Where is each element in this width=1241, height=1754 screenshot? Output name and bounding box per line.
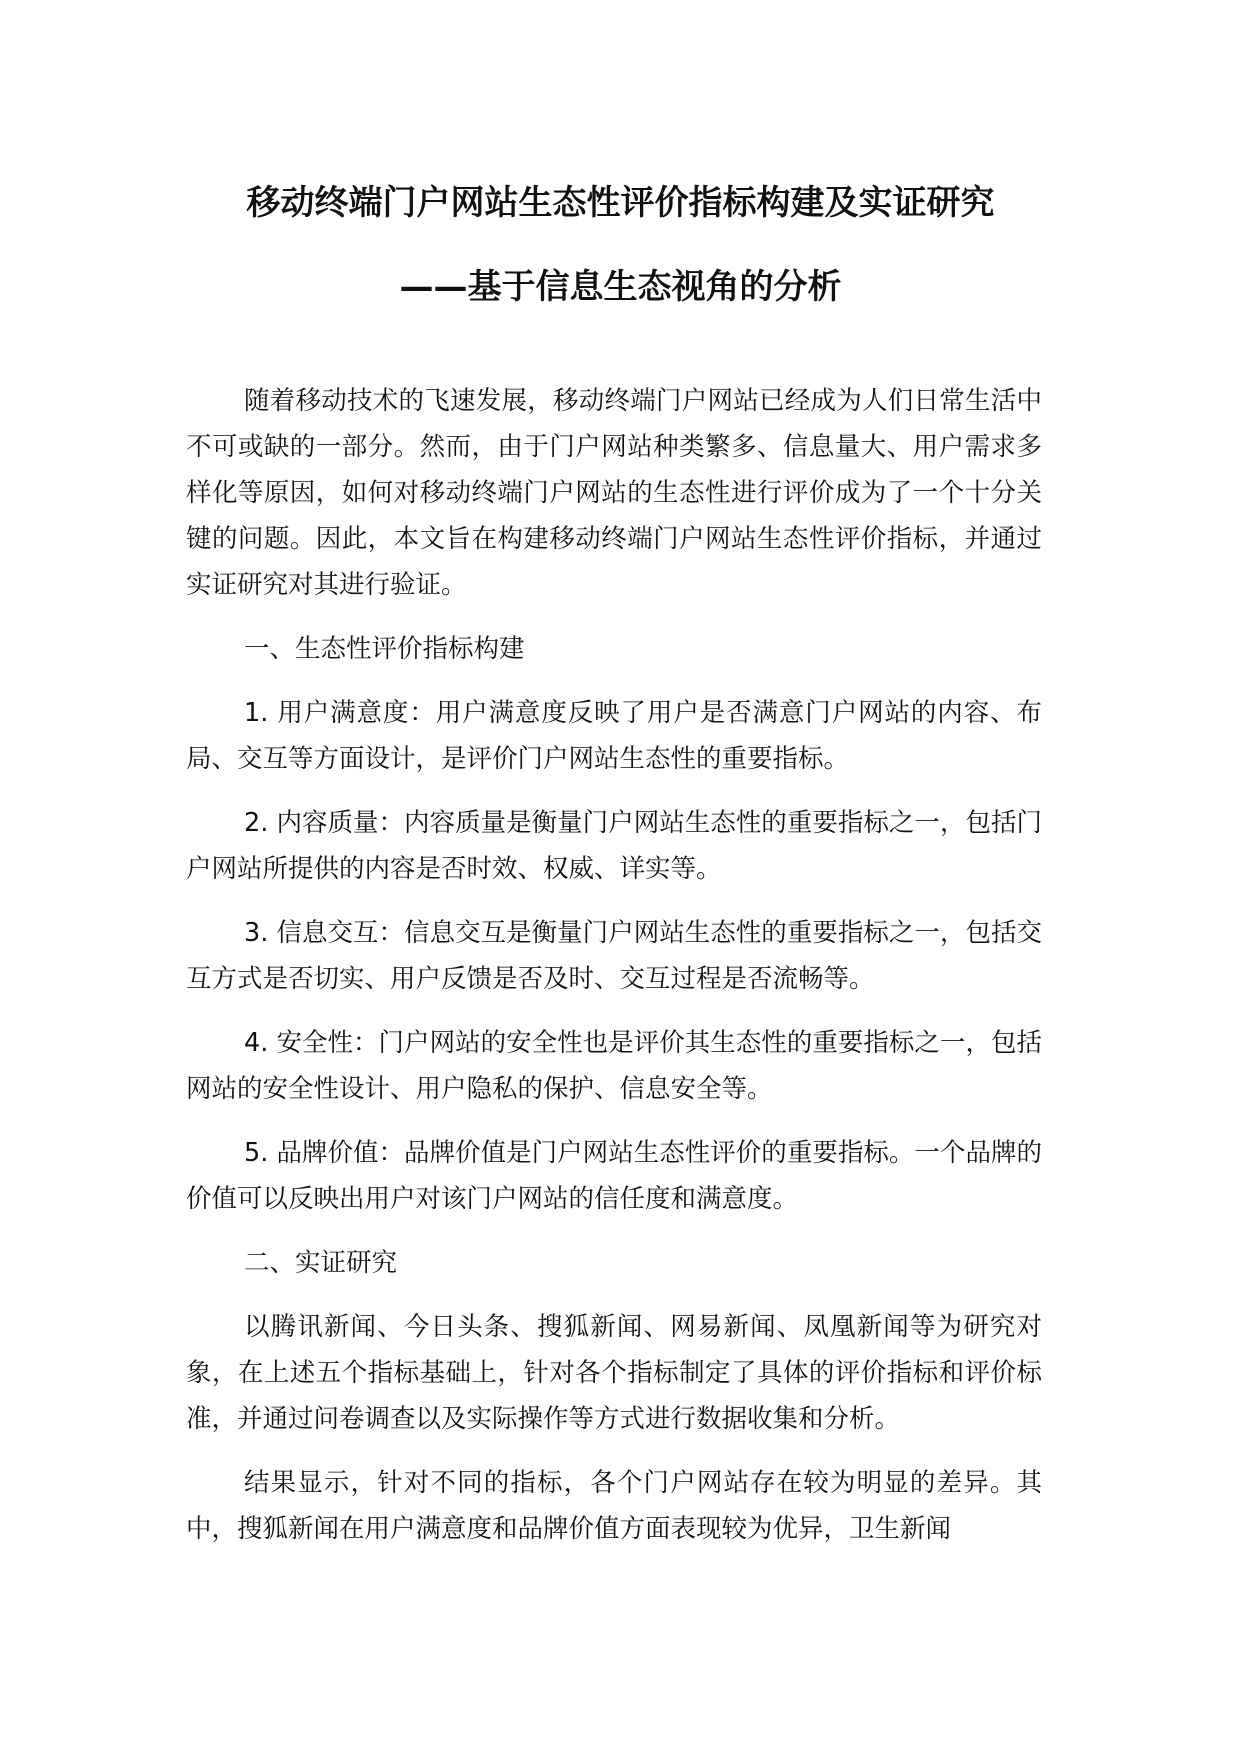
paragraph-indicator-3: 3. 信息交互：信息交互是衡量门户网站生态性的重要指标之一，包括交互方式是否切实、用户反馈是否及时、交互过程是否流畅等。 <box>186 918 1042 994</box>
paragraph-indicator-1: 1. 用户满意度：用户满意度反映了用户是否满意门户网站的内容、布局、交互等方面设计，是评价门户网站生态性的重要指标。 <box>186 698 1042 774</box>
paragraph-indicator-5: 5. 品牌价值：品牌价值是门户网站生态性评价的重要指标。一个品牌的价值可以反映出用户对该门户网站的信任度和满意度。 <box>186 1138 1042 1214</box>
document-subtitle: ——基于信息生态视角的分析 <box>399 267 842 307</box>
paragraph-indicator-2: 2. 内容质量：内容质量是衡量门户网站生态性的重要指标之一，包括门户网站所提供的内容是否时效、权威、详实等。 <box>186 808 1042 884</box>
paragraph-results: 结果显示，针对不同的指标，各个门户网站存在较为明显的差异。其中，搜狐新闻在用户满意度和品牌价值方面表现较为优异，卫生新闻 <box>186 1468 1042 1544</box>
document-title: 移动终端门户网站生态性评价指标构建及实证研究 <box>246 183 995 223</box>
paragraph-indicator-4: 4. 安全性：门户网站的安全性也是评价其生态性的重要指标之一，包括网站的安全性设计、用户隐私的保护、信息安全等。 <box>186 1028 1042 1104</box>
document-body <box>186 378 1042 1570</box>
paragraph-study-objects: 以腾讯新闻、今日头条、搜狐新闻、网易新闻、凤凰新闻等为研究对象，在上述五个指标基础上，针对各个指标制定了具体的评价指标和评价标准，并通过问卷调查以及实际操作等方式进行数据收集和分析。 <box>186 1312 1042 1434</box>
paragraph-intro: 随着移动技术的飞速发展，移动终端门户网站已经成为人们日常生活中不可或缺的一部分。然而，由于门户网站种类繁多、信息量大、用户需求多样化等原因，如何对移动终端门户网站的生态性进行评价成为了一个十分关键的问题。因此，本文旨在构建移动终端门户网站生态性评价指标，并通过实证研究对其进行验证。 <box>186 386 1042 600</box>
section-heading-1: 一、生态性评价指标构建 <box>244 634 525 664</box>
section-heading-2: 二、实证研究 <box>244 1248 398 1278</box>
